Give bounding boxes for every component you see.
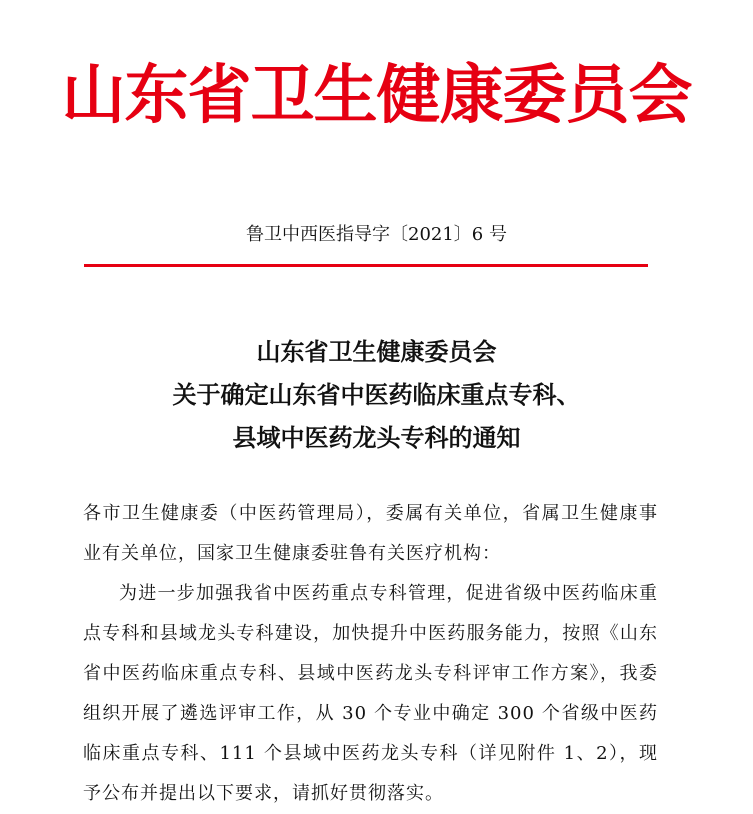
red-divider-line	[84, 264, 648, 267]
salutation-paragraph: 各市卫生健康委（中医药管理局），委属有关单位，省属卫生健康事业有关单位，国家卫生健康委驻鲁有关医疗机构：	[83, 503, 658, 564]
letterhead-title: 山东省卫生健康委员会	[61, 58, 692, 133]
document-number: 鲁卫中西医指导字〔2021〕6 号	[246, 224, 507, 245]
notice-title-line-1: 山东省卫生健康委员会	[256, 337, 497, 366]
body-paragraph-1: 为进一步加强我省中医药重点专科管理，促进省级中医药临床重点专科和县域龙头专科建设，加快提升中医药服务能力，按照《山东省中医药临床重点专科、县域中医药龙头专科评审工作方案》，我委组织开展了遴选评审工作，从 30 个专业中确定 300 个省级中医药临床重点专科、111 个县域中医药龙头专科（详见附件 1、2），现予公布并提出以下要求，请抓好贯彻落实。	[83, 583, 658, 804]
notice-title	[0, 330, 753, 459]
notice-title-line-2: 关于确定山东省中医药临床重点专科、	[172, 380, 581, 409]
notice-body	[83, 494, 658, 814]
notice-title-line-3: 县域中医药龙头专科的通知	[232, 423, 521, 452]
